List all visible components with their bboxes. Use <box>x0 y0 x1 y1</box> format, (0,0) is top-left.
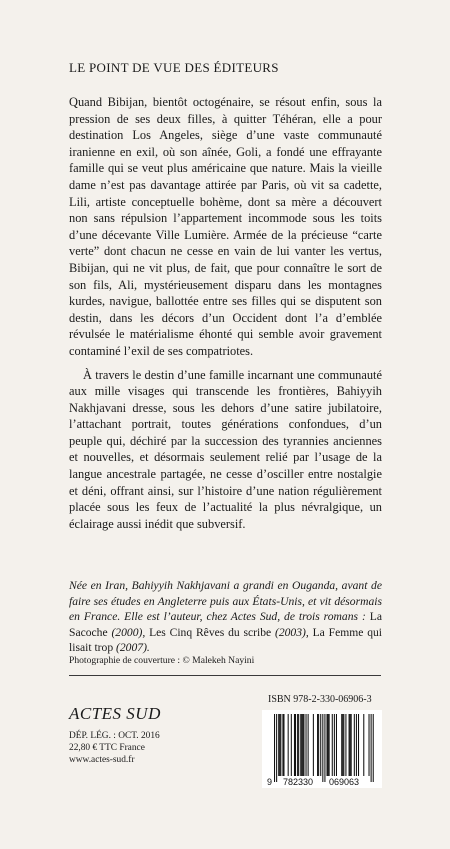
barcode-bar <box>354 714 355 776</box>
barcode-bar <box>288 714 289 776</box>
barcode-bar <box>300 714 301 776</box>
barcode-bar <box>324 714 325 782</box>
barcode-bar <box>336 714 337 776</box>
book-year-1: (2000), <box>107 625 150 639</box>
legal-deposit: DÉP. LÉG. : OCT. 2016 <box>69 731 160 741</box>
barcode-bar <box>295 714 296 776</box>
blurb <box>69 94 382 532</box>
barcode-bar <box>302 714 303 776</box>
section-heading: LE POINT DE VUE DES ÉDITEURS <box>69 60 279 75</box>
website: www.actes-sud.fr <box>69 755 135 766</box>
barcode-bar <box>317 714 318 776</box>
barcode-bar <box>278 714 279 776</box>
barcode-bar <box>279 714 280 776</box>
barcode-bar <box>343 714 344 776</box>
barcode-bar <box>369 714 370 776</box>
barcode-bar <box>358 714 359 776</box>
barcode <box>262 710 382 788</box>
barcode-digits-right: 069063 <box>328 777 360 787</box>
barcode-bar <box>303 714 304 776</box>
barcode-bar <box>345 714 346 776</box>
publication-info <box>69 730 199 767</box>
barcode-bar <box>328 714 329 776</box>
barcode-bar <box>291 714 292 776</box>
barcode-bar <box>363 714 364 776</box>
blurb-paragraph-2: À travers le destin d’une famille incarnant une communauté aux mille visages qui transcende les frontières, Bahiyyih Nakhjavani dresse, sous les dehors d’une satire jubilatoire, l’attachant portrait, toutes générations confondues, d’un peuple qui, déchiré par la succession des tyrannies anciennes et nouvelles, et désormais seulement relié par l’usage de la langue ancestrale partagée, ne cesse d’osciller entre nostalgie et déni, offrant ainsi, sur l’histoire d’une nation régulièrement placée sous les feux de l’actualité la plus névralgique, un éclairage aussi inédit que subversif. <box>69 367 382 531</box>
barcode-bar <box>306 714 307 776</box>
barcode-bar <box>320 714 321 776</box>
barcode-bar <box>341 714 342 776</box>
isbn-label: ISBN 978-2-330-06906-3 <box>268 694 372 705</box>
barcode-bar <box>371 714 372 782</box>
barcode-bar <box>297 714 298 776</box>
barcode-digit-first: 9 <box>267 777 273 787</box>
barcode-bar <box>373 714 374 782</box>
bio-intro: Née en Iran, Bahiyyih Nakhjavani a grandi en Ouganda, avant de faire ses études en Angleterre puis aux États-Unis, et vit désormais en France. Elle est l’auteur, chez Actes Sud, de trois romans : <box>69 579 382 624</box>
barcode-digits-left: 782330 <box>282 777 314 787</box>
book-title-3: La Femme qui lisait trop <box>69 625 383 655</box>
barcode-bar <box>334 714 335 776</box>
barcode-bar <box>329 714 330 776</box>
blurb-paragraph-1: Quand Bibijan, bientôt octogénaire, se résout enfin, sous la pression de ses deux filles, à quitter Téhéran, elle a pour destination Los Angeles, siège d’une vaste communauté iranienne en exil, où son aînée, Goli, a fondé une effrayante famille qui se veut plus américaine que nature. Mais la vieille dame n’est pas davantage attirée par Paris, où vit sa cadette, Lili, artiste conceptuelle bohème, dont sa mère a découvert non sans répulsion l’appartement incommode sous les toits d’une décevante Ville Lumière. Armée de la précieuse “carte verte” dont chacun ne cesse en vain de lui vanter les vertus, Bibijan, qui ne vit plus, de fait, que pour connaître le sort de son fils, Ali, mystérieusement disparu dans les montagnes kurdes, navigue, ballottée entre ses filles qui se disputent son destin, dans les décors d’un Occident dont l’a d’emblée révulsée le matérialisme éhonté qui semble avoir gravement contaminé l’exil de ses compatriotes. <box>69 95 382 358</box>
barcode-bar <box>282 714 283 776</box>
barcode-bar <box>276 714 277 782</box>
barcode-bar <box>342 714 343 776</box>
barcode-graphic <box>262 710 382 788</box>
barcode-bar <box>351 714 352 776</box>
barcode-bar <box>356 714 357 776</box>
barcode-bar <box>322 714 323 782</box>
publisher-logo: ACTES SUD <box>69 704 161 723</box>
barcode-bar <box>298 714 299 776</box>
divider <box>69 675 381 676</box>
barcode-bar <box>350 714 351 776</box>
barcode-bar <box>283 714 284 776</box>
barcode-bar <box>332 714 333 776</box>
barcode-bar <box>327 714 328 776</box>
photo-credit: Photographie de couverture : © Malekeh Nayini <box>69 655 255 666</box>
barcode-bar <box>318 714 319 776</box>
barcode-bar <box>274 714 275 782</box>
barcode-bar <box>308 714 309 776</box>
book-title-2: Les Cinq Rêves du scribe <box>149 625 272 639</box>
book-year-2: (2003), <box>271 625 313 639</box>
barcode-bar <box>280 714 281 776</box>
author-bio <box>69 578 382 656</box>
book-year-3: (2007). <box>113 641 150 655</box>
barcode-bar <box>294 714 295 776</box>
barcode-bar <box>349 714 350 776</box>
barcode-bar <box>313 714 314 776</box>
barcode-bar <box>301 714 302 776</box>
price: 22,80 € TTC France <box>69 743 145 754</box>
book-title-1: La Sacoche <box>69 610 382 639</box>
